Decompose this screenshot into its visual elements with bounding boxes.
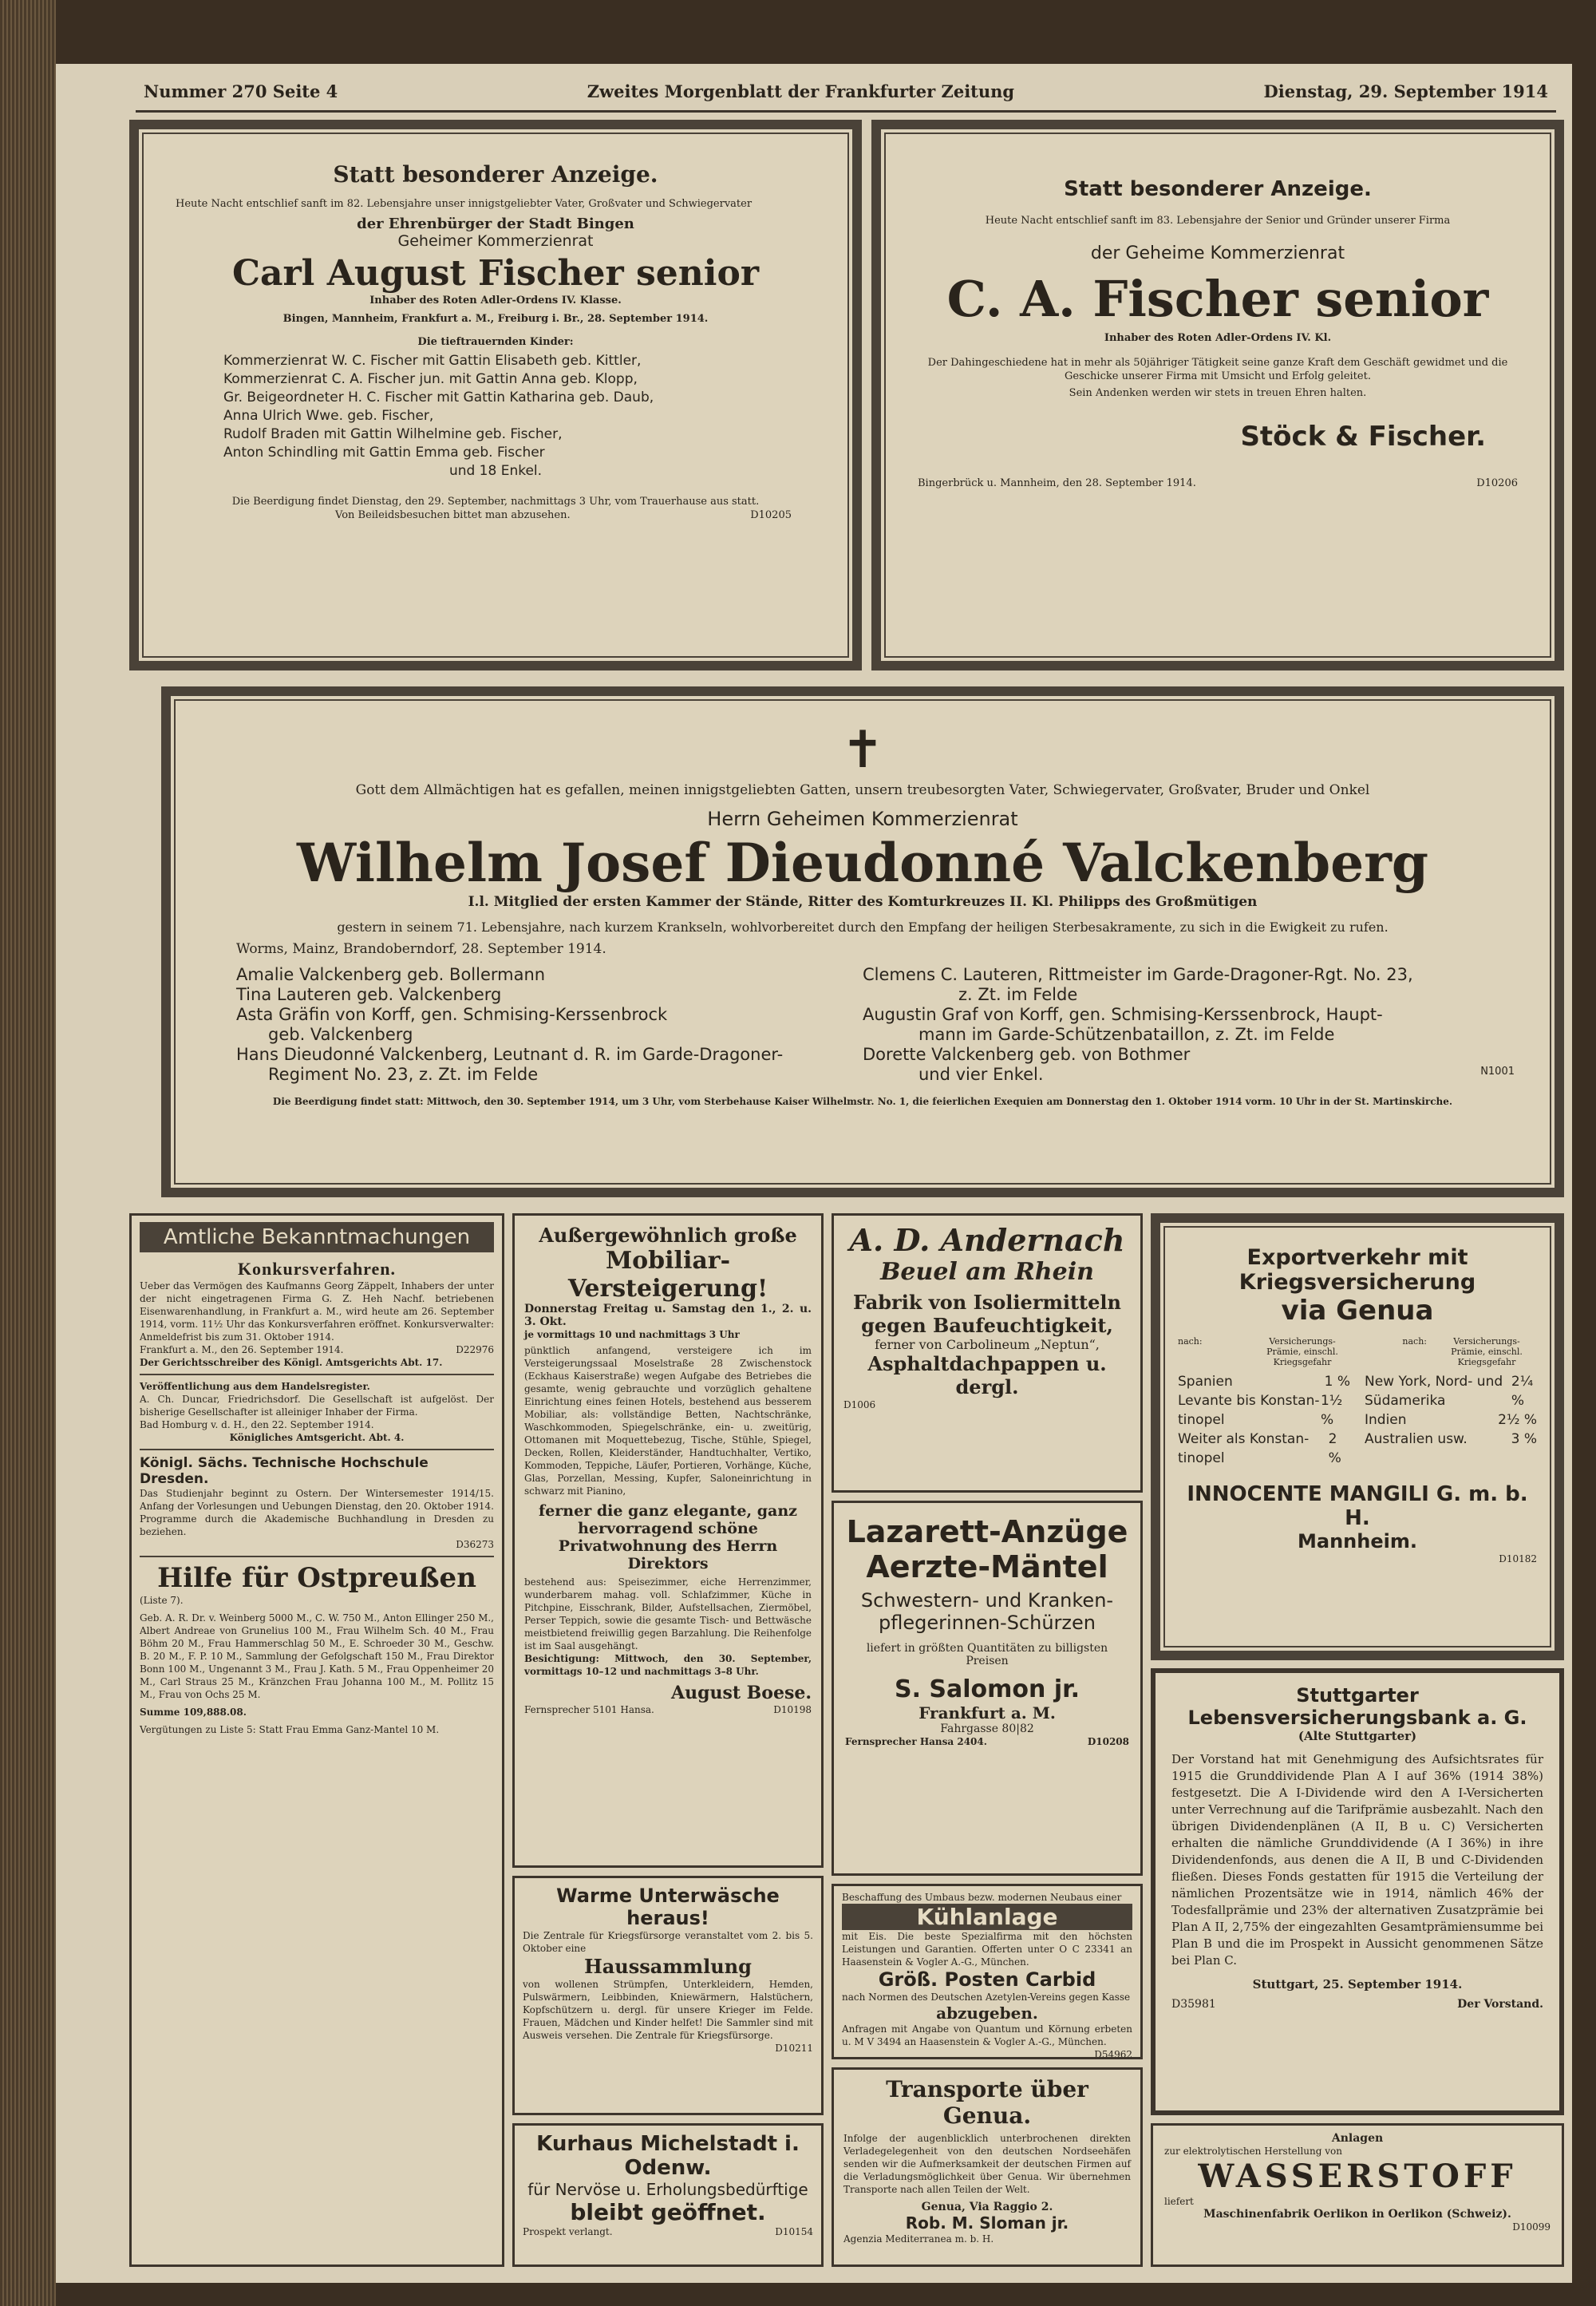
col4-dest: Indien xyxy=(1365,1412,1407,1428)
col2-kurhaus-text: für Nervöse u. Erholungsbedürftige xyxy=(527,2180,808,2199)
col2-dates: Donnerstag Freitag u. Samstag den 1., 2. u. 3. Okt. xyxy=(524,1303,812,1328)
col2-kurhaus-big: bleibt geöffnet. xyxy=(570,2199,766,2225)
col1-tech-head: Königl. Sächs. Technische Hochschule Dresden. xyxy=(140,1455,429,1487)
col1-konkurs-text: Ueber das Vermögen des Kaufmanns Georg Zäppelt, Inhabers der unter der nicht eingetragenen Firma G. Z. Heh Nachf. betriebenen Eisenwarenhandlung, in Frankfurt a. M., wird heute am 26. September 1914, vorm. 11½ Uhr das Konkursverfahren eröffnet. Konkursverwalter: Anmeldefrist bis zum 31. Oktober 1914. xyxy=(140,1280,494,1343)
ad1-mourner: und 18 Enkel. xyxy=(448,463,543,479)
col2-text: pünktlich anfangend, versteigere ich im Versteigerungssaal Moselstraße 28 Zwischenstock (Eckhaus Kaiserstraße) wegen Aufgabe des Betriebes die gesamte, wenig gebrauchte und vorzüglich gehaltene Einrichtung eines feinen Hotels, bestehend aus besserem Mobiliar, als: vollständige Betten, Nachtschränke, Waschkommoden, Spiegelschränke, ein- u. zweitürig, Ottomanen mit Moquettebezug, Tische, Stühle, Spiegel, Decken, Rollen, Kleiderständer, Handtuchhalter, Vertiko, Kommoden, Teppiche, Läufer, Portieren, Vorhänge, Küche, Glas, Porzellan, Messing, Kupfer, Saloneinrichtung in schwarz mit Pianino, xyxy=(524,1345,812,1497)
binding-edge xyxy=(0,0,56,2306)
ad3-right-list xyxy=(863,965,1515,1085)
col3-laz-code: D10208 xyxy=(1087,1736,1129,1747)
col4-firm: INNOCENTE MANGILI G. m. b. H. xyxy=(1187,1482,1528,1530)
ad3-text: gestern in seinem 71. Lebensjahre, nach kurzem Krankseln, wohlvorbereitet durch den Empfang der heiligen Sterbesakramente, zu sich in die Ewigkeit zu rufen. xyxy=(337,920,1389,935)
col2-warm-head: Warme Unterwäsche heraus! xyxy=(556,1885,780,1929)
ad1-mourner: Anna Ulrich Wwe. geb. Fischer, xyxy=(223,408,434,424)
ad1-code: D10205 xyxy=(750,509,792,521)
stuttgarter-ad xyxy=(1151,1668,1564,2115)
col3-carbid-code: D54962 xyxy=(1094,2049,1132,2059)
ad3-mourner: Regiment No. 23, z. Zt. im Felde xyxy=(268,1065,539,1084)
col3-carbid-text2: Anfragen mit Angabe von Quantum und Körnung erbeten u. M V 3494 an Haasenstein & Vogler A.-G., München. xyxy=(842,2023,1132,2047)
kurhaus-ad xyxy=(512,2123,824,2267)
obituary-fischer-family xyxy=(129,120,862,670)
col3-carbid-head: Größ. Posten Carbid xyxy=(878,1968,1096,1991)
masthead-left: Nummer 270 Seite 4 xyxy=(144,81,338,101)
ad1-heading: Statt besonderer Anzeige. xyxy=(333,161,658,188)
ad1-mourner: Rudolf Braden mit Gattin Wilhelmine geb. Fischer, xyxy=(223,426,563,442)
obituary-valckenberg xyxy=(161,686,1564,1197)
ad2-order: Inhaber des Roten Adler-Ordens IV. Kl. xyxy=(1104,332,1332,344)
col4-wasser-liefert: liefert xyxy=(1164,2196,1194,2207)
ad1-title: Geheimer Kommerzienrat xyxy=(397,232,594,250)
ad3-title: Herrn Geheimen Kommerzienrat xyxy=(707,808,1018,830)
col1-handel-text: A. Ch. Duncar, Friedrichsdorf. Die Gesellschaft ist aufgelöst. Der bisherige Gesellschafter ist alleiniger Inhaber der Firma. xyxy=(140,1394,494,1418)
cross-icon: ✝ xyxy=(841,721,884,780)
newspaper-page xyxy=(56,64,1572,2283)
ad1-funeral: Die Beerdigung findet Dienstag, den 29. September, nachmittags 3 Uhr, vom Trauerhause aus statt. xyxy=(231,496,760,508)
ad3-mourner: mann im Garde-Schützenbataillon, z. Zt. im Felde xyxy=(918,1025,1335,1044)
ad1-mourner: Anton Schindling mit Gattin Emma geb. Fischer xyxy=(223,445,545,461)
col4-rate: 1½ % xyxy=(1320,1393,1343,1428)
masthead-center: Zweites Morgenblatt der Frankfurter Zeitung xyxy=(587,81,1015,101)
ad1-order: Inhaber des Roten Adler-Ordens IV. Klasse. xyxy=(369,295,622,307)
ad2-intro: Heute Nacht entschlief sanft im 83. Lebensjahre der Senior und Gründer unserer Firma xyxy=(985,215,1451,227)
col1-handel-sign: Königliches Amtsgericht. Abt. 4. xyxy=(229,1432,405,1443)
col3-code1: D1006 xyxy=(843,1399,876,1410)
col4-dest: Australien usw. xyxy=(1365,1431,1468,1447)
ad3-mourner: Asta Gräfin von Korff, gen. Schmising-Kerssenbrock xyxy=(236,1005,668,1024)
ad1-mourner: Kommerzienrat W. C. Fischer mit Gattin Elisabeth geb. Kittler, xyxy=(223,353,642,369)
obituary-fischer-firm xyxy=(871,120,1564,670)
col2-kurhaus-sub: Prospekt verlangt. xyxy=(523,2226,613,2237)
masthead-rule xyxy=(136,110,1556,113)
col4-th: Versicherungs-Prämie, einschl. Kriegsgefahr xyxy=(1451,1336,1523,1367)
col3-laz-addr: Fahrgasse 80|82 xyxy=(940,1723,1034,1735)
col4-wasser-pre: Anlagen xyxy=(1331,2132,1384,2145)
export-genua-ad xyxy=(1151,1213,1564,1660)
col4-th: Versicherungs-Prämie, einschl. Kriegsgefahr xyxy=(1266,1336,1338,1367)
col3-genua-text: Infolge der augenblicklich unterbrochenen direkten Verladegelegenheit von den deutschen Nordseehäfen senden wir die Aufmerksamkeit der deutschen Firmen auf die Verladungsmöglichkeit über Genua. Wir übernehmen Transporte nach allen Teilen der Welt. xyxy=(843,2133,1131,2195)
andernach-ad xyxy=(832,1213,1143,1493)
col4-rates-right xyxy=(1365,1372,1537,1468)
col3-kuhl-head: Kühlanlage xyxy=(842,1904,1132,1930)
col4-th: nach: xyxy=(1178,1336,1203,1347)
ad3-place: Worms, Mainz, Brandoberndorf, 28. September 1914. xyxy=(236,941,606,957)
ad2-code: D10206 xyxy=(1476,477,1518,489)
col2-auction-sub: Fernsprecher 5101 Hansa. xyxy=(524,1704,654,1715)
col1-banner: Amtliche Bekanntmachungen xyxy=(140,1222,494,1252)
col2-auction: August Boese. xyxy=(671,1683,812,1703)
col4-stutt-sign: Der Vorstand. xyxy=(1457,1998,1543,2011)
col3-carbid-text: nach Normen des Deutschen Azetylen-Vereins gegen Kasse xyxy=(842,1992,1131,2003)
col2-kurhaus-code: D10154 xyxy=(775,2226,813,2237)
col4-rate: 2¼ % xyxy=(1511,1374,1534,1409)
col1-hilfe-sub: (Liste 7). xyxy=(140,1595,184,1606)
col4-stutt-text: Der Vorstand hat mit Genehmigung des Aufsichtsrates für 1915 die Grunddividende Plan A I auf 36% (1914 38%) festgesetzt. Die A I-Dividende wird den A I-Versicherten unter Verrechnung auf die Tarifprämie ausbezahlt. Nach den übrigen Dividendenplänen (A II, B u. C) Versicherten erhalten die nämliche Grunddividende (A I 36%) in ihre Dividendenfonds, aus denen die A II, B und C-Dividenden fließen. Dieses Fonds gestatten für 1915 die Verteilung der nämlichen Prozentsätze wie in 1914, nämlich 46% der Todesfallprämie und 23% der alternativen Zusatzprämie bei Plan A II, 2,75% der eingezahlten Gesamtprämiensumme bei Plan B und die im Prospekt in Aussicht genommenen Sätze bei Plan C. xyxy=(1171,1752,1543,1968)
masthead xyxy=(144,81,1548,109)
col2-besicht: Besichtigung: Mittwoch, den 30. September, vormittags 10–12 und nachmittags 3–8 Uhr. xyxy=(524,1653,812,1677)
official-notices-column xyxy=(129,1213,504,2267)
col3-carbid-big: abzugeben. xyxy=(936,2003,1038,2023)
col4-rate: 1 % xyxy=(1324,1374,1350,1390)
col4-stutt-sub: (Alte Stuttgarter) xyxy=(1298,1729,1417,1743)
col3-genua-head: Transporte über Genua. xyxy=(886,2076,1088,2129)
warm-clothes-ad xyxy=(512,1876,824,2115)
ad2-firm: Stöck & Fischer. xyxy=(1240,421,1486,453)
ad3-mourner: z. Zt. im Felde xyxy=(958,985,1078,1004)
ad3-name: Wilhelm Josef Dieudonné Valckenberg xyxy=(296,832,1429,894)
ad2-place: Bingerbrück u. Mannheim, den 28. September 1914. xyxy=(918,477,1196,489)
ad1-name: Carl August Fischer senior xyxy=(231,253,760,294)
col4-stutt-place: Stuttgart, 25. September 1914. xyxy=(1252,1977,1463,1992)
col1-tech-text: Das Studienjahr beginnt zu Ostern. Der Wintersemester 1914/15. Anfang der Vorlesungen und Uebungen Dienstag, den 20. Oktober 1914. Programme durch die Akademische Buchhandlung in Dresden zu beziehen. xyxy=(140,1488,494,1537)
col3-head1: A. D. Andernach xyxy=(849,1222,1125,1258)
col1-hilfe-total: Summe 109,888.08. xyxy=(140,1707,247,1718)
col2-head2: Mobiliar-Versteigerung! xyxy=(567,1247,768,1303)
ad2-name: C. A. Fischer senior xyxy=(946,270,1489,328)
col2-text2: bestehend aus: Speisezimmer, eiche Herrenzimmer, wunderbarem mahag. voll. Schlafzimmer, Küche in Pitchpine, Eisschrank, Bilder, Aufstellsachen, Ziermöbel, Perser Teppich, sowie die gesamte Tisch- und Bettwäsche meistbietend freiwillig gegen Barzahlung. Die Reihenfolge ist im Saal ausgehängt. xyxy=(524,1576,812,1651)
col4-dest: New York, Nord- und Südamerika xyxy=(1365,1374,1503,1409)
col2-highlight: ferner die ganz elegante, ganz hervorragend schöne Privatwohnung des Herrn Direktors xyxy=(539,1502,797,1572)
ad2-memory: Sein Andenken werden wir stets in treuen Ehren halten. xyxy=(1069,387,1367,399)
ad3-funeral: Die Beerdigung findet statt: Mittwoch, den 30. September 1914, um 3 Uhr, vom Sterbehause Kaiser Wilhelmstr. No. 1, die feierlichen Exequien am Donnerstag den 1. Oktober 1914 vorm. 10 Uhr in der St. Martinskirche. xyxy=(272,1096,1453,1107)
col4-export-via: via Genua xyxy=(1281,1295,1434,1327)
col4-wasser-pre2: zur elektrolytischen Herstellung von xyxy=(1164,2146,1342,2157)
col3-laz3: Schwestern- und Kranken-pflegerinnen-Schürzen xyxy=(860,1589,1114,1634)
col3-laz-city: Frankfurt a. M. xyxy=(918,1703,1056,1723)
genua-transport-ad xyxy=(832,2067,1143,2267)
col2-head1: Außergewöhnlich große xyxy=(539,1224,797,1247)
col1-handel-head: Veröffentlichung aus dem Handelsregister. xyxy=(140,1381,370,1392)
ad3-mourner: und vier Enkel. xyxy=(918,1065,1044,1084)
col4-export-head: Exportverkehr mit Kriegsversicherung xyxy=(1238,1245,1476,1295)
ad1-mourner: Kommerzienrat C. A. Fischer jun. mit Gattin Anna geb. Klopp, xyxy=(223,371,638,387)
col1-tech-code: D36273 xyxy=(456,1539,494,1550)
col2-warm-text: Die Zentrale für Kriegsfürsorge veranstaltet vom 2. bis 5. Oktober eine xyxy=(523,1930,813,1954)
col3-laz1: Lazarett-Anzüge xyxy=(846,1514,1128,1549)
kuehlanlage-ad xyxy=(832,1884,1143,2059)
col4-wasser-firm: Maschinenfabrik Oerlikon in Oerlikon (Schweiz). xyxy=(1203,2208,1511,2221)
ad3-code: N1001 xyxy=(1480,1066,1515,1078)
col1-konkurs-sign: Der Gerichtsschreiber des Königl. Amtsgerichts Abt. 17. xyxy=(140,1357,443,1368)
col4-wasser-code: D10099 xyxy=(1512,2221,1551,2233)
col3-text1: Fabrik von Isoliermitteln gegen Baufeuchtigkeit, xyxy=(853,1291,1121,1337)
ad3-intro: Gott dem Allmächtigen hat es gefallen, meinen innigstgeliebten Gatten, unsern treubesorgten Vater, Schwiegervater, Großvater, Bruder und Onkel xyxy=(355,782,1370,798)
col3-kuhl-text: mit Eis. Die beste Spezialfirma mit den höchsten Leistungen und Garantien. Offerten unter O C 23341 an Haasenstein & Vogler A.-G., München. xyxy=(842,1931,1132,1968)
ad3-mourner: geb. Valckenberg xyxy=(268,1025,413,1044)
ad2-text: Der Dahingeschiedene hat in mehr als 50jähriger Tätigkeit seine ganze Kraft dem Geschäft gewidmet und die Geschicke unserer Firma mit Umsicht und Erfolg geleitet. xyxy=(927,357,1508,382)
ad3-left-list xyxy=(211,965,836,1085)
col1-handel-place: Bad Homburg v. d. H., den 22. September 1914. xyxy=(140,1419,374,1430)
col1-konkurs-code: D22976 xyxy=(456,1344,494,1355)
ad1-mourner-list xyxy=(176,352,816,481)
ad2-title: der Geheime Kommerzienrat xyxy=(1090,243,1345,263)
ad3-mourner: Clemens C. Lauteren, Rittmeister im Garde-Dragoner-Rgt. No. 23, xyxy=(863,965,1413,984)
ad3-mourner: Tina Lauteren geb. Valckenberg xyxy=(236,985,502,1004)
ad1-mourners-head: Die tieftrauernden Kinder: xyxy=(417,336,574,348)
col4-th: nach: xyxy=(1402,1336,1427,1347)
col1-hilfe-footer: Vergütungen zu Liste 5: Statt Frau Emma Ganz-Mantel 10 M. xyxy=(140,1724,440,1735)
ad1-place: Bingen, Mannheim, Frankfurt a. M., Freiburg i. Br., 28. September 1914. xyxy=(282,313,709,325)
col2-code: D10198 xyxy=(773,1704,812,1715)
wasserstoff-ad xyxy=(1151,2123,1564,2267)
col3-genua-place: Genua, Via Raggio 2. xyxy=(921,2201,1053,2213)
ad1-intro: Heute Nacht entschlief sanft im 82. Lebensjahre unser innigstgeliebter Vater, Großvater und Schwiegervater xyxy=(176,198,753,210)
col1-hilfe-text: Geb. A. R. Dr. v. Weinberg 5000 M., C. W. 750 M., Anton Ellinger 250 M., Albert Andreae von Grunelius 100 M., Frau Wilhelm Sch. 40 M., Frau Böhm 20 M., Frau Hammerschlag 50 M., E. Schroeder 30 M., Geschw. B. 20 M., F. P. 10 M., Sammlung der Gefolgschaft 150 M., Frau Direktor Bonn 100 M., Ungenannt 3 M., Frau J. Kath. 5 M., Frau Oppenheimer 20 M., Carl Straus 25 M., Kränzchen Frau Johanna 100 M., M. Pollitz 15 M., Frau von Ochs 25 M. xyxy=(140,1612,494,1700)
col4-dest: Weiter als Konstan-tinopel xyxy=(1178,1431,1310,1466)
col3-laz-firm: S. Salomon jr. xyxy=(894,1675,1080,1703)
col1-hilfe-head: Hilfe für Ostpreußen xyxy=(157,1562,476,1594)
col4-city: Mannheim. xyxy=(1298,1530,1417,1552)
col4-rates-left xyxy=(1178,1372,1350,1468)
col2-warm-text2: von wollenen Strümpfen, Unterkleidern, Hemden, Pulswärmern, Leibbinden, Kniewärmern, Halstüchern, Kopfschützern u. dergl. für unsere Krieger im Felde. Frauen, Mädchen und Kinder helfet! Die Sammler sind mit Ausweis versehen. Die Zentrale für Kriegsfürsorge. xyxy=(523,1979,813,2041)
ad3-mourner: Dorette Valckenberg geb. von Bothmer xyxy=(863,1045,1191,1064)
ad3-mourner: Augustin Graf von Korff, gen. Schmising-Kerssenbrock, Haupt- xyxy=(863,1005,1383,1024)
col3-laz-tel: Fernsprecher Hansa 2404. xyxy=(845,1736,987,1747)
col3-genua-sub: Agenzia Mediterranea m. b. H. xyxy=(843,2233,994,2245)
col3-kuhl-pre: Beschaffung des Umbaus bezw. modernen Neubaus einer xyxy=(842,1892,1122,1903)
masthead-right: Dienstag, 29. September 1914 xyxy=(1263,81,1548,101)
col4-rate: 2 % xyxy=(1328,1431,1341,1466)
lazarett-ad xyxy=(832,1501,1143,1876)
col2-warm-big: Haussammlung xyxy=(584,1955,752,1978)
col4-stutt-head: Stuttgarter Lebensversicherungsbank a. G. xyxy=(1187,1684,1527,1729)
col3-text3: Asphaltdachpappen u. dergl. xyxy=(867,1352,1107,1398)
ad1-honor: der Ehrenbürger der Stadt Bingen xyxy=(357,216,634,232)
ad1-visits: Von Beileidsbesuchen bittet man abzusehen. xyxy=(335,509,571,521)
col3-laz4: liefert in größten Quantitäten zu billigsten Preisen xyxy=(866,1642,1108,1667)
col4-dest: Spanien xyxy=(1178,1374,1233,1390)
ad3-mourner: Amalie Valckenberg geb. Bollermann xyxy=(236,965,546,984)
ad3-honors: I.l. Mitglied der ersten Kammer der Stände, Ritter des Komturkreuzes II. Kl. Philipps des Großmütigen xyxy=(468,894,1258,910)
col4-rate: 3 % xyxy=(1511,1431,1537,1447)
auction-ad xyxy=(512,1213,824,1868)
col1-konkurs-head: Konkursverfahren. xyxy=(237,1259,397,1279)
ad3-mourner: Hans Dieudonné Valckenberg, Leutnant d. R. im Garde-Dragoner- xyxy=(236,1045,784,1064)
col2-warm-code: D10211 xyxy=(775,2043,813,2054)
col1-konkurs-place: Frankfurt a. M., den 26. September 1914. xyxy=(140,1344,344,1355)
col4-stutt-code: D35981 xyxy=(1171,1998,1216,2011)
col3-head2: Beuel am Rhein xyxy=(880,1258,1094,1286)
col3-text2: ferner von Carbolineum „Neptun“, xyxy=(875,1337,1100,1352)
col2-times: je vormittags 10 und nachmittags 3 Uhr xyxy=(524,1329,740,1340)
col4-dest: Levante bis Konstan-tinopel xyxy=(1178,1393,1320,1428)
col2-kurhaus-head: Kurhaus Michelstadt i. Odenw. xyxy=(536,2132,800,2180)
col3-genua-firm: Rob. M. Sloman jr. xyxy=(905,2213,1069,2233)
col4-rate: 2½ % xyxy=(1498,1412,1537,1428)
col4-wasser-head: WASSERSTOFF xyxy=(1198,2158,1517,2195)
ad1-mourner: Gr. Beigeordneter H. C. Fischer mit Gattin Katharina geb. Daub, xyxy=(223,390,654,405)
col4-code: D10182 xyxy=(1499,1553,1537,1564)
ad2-heading: Statt besonderer Anzeige. xyxy=(1064,177,1372,201)
col3-laz2: Aerzte-Mäntel xyxy=(866,1549,1108,1584)
